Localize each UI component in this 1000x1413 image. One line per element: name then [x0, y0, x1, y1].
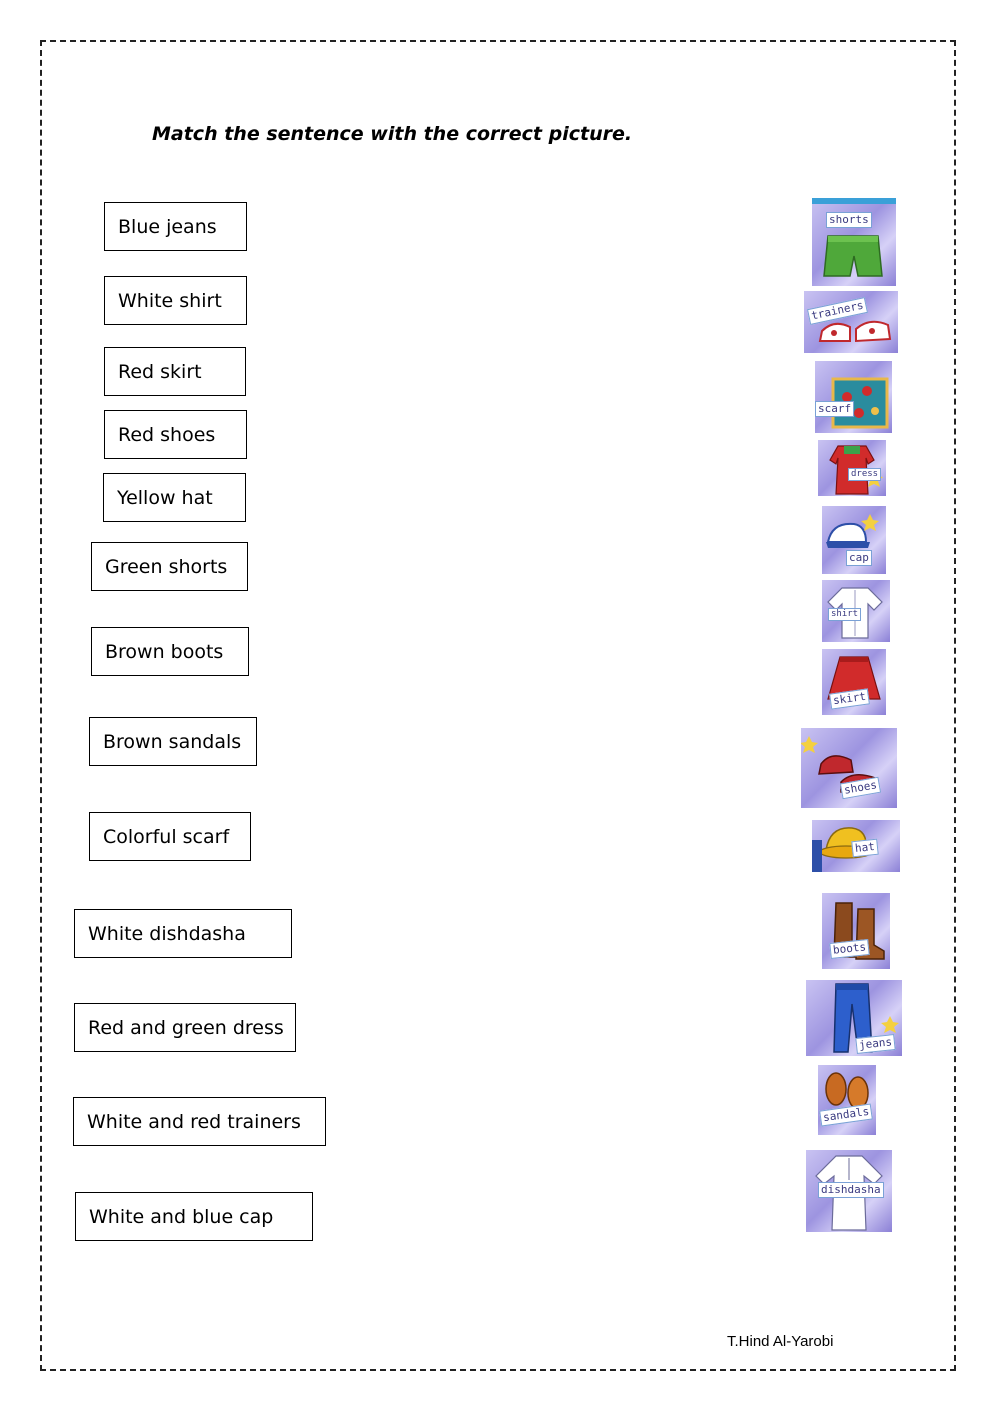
sentence-box-brown-boots[interactable]	[91, 627, 249, 676]
sentence-box-white-and-blue-cap[interactable]	[75, 1192, 313, 1241]
picture-label: shoes	[840, 777, 881, 800]
instruction-text: Match the sentence with the correct picture.	[152, 123, 633, 145]
picture-label: shirt	[828, 608, 861, 621]
picture-hat[interactable]	[812, 820, 900, 872]
sentence-box-red-shoes[interactable]	[104, 410, 247, 459]
picture-label: skirt	[829, 688, 870, 709]
picture-skirt[interactable]	[822, 649, 886, 715]
sentence-text: Brown sandals	[103, 730, 242, 753]
sentence-text: White and red trainers	[87, 1110, 301, 1133]
sentence-text: Colorful scarf	[103, 825, 230, 848]
picture-label: sandals	[819, 1103, 873, 1126]
picture-dress[interactable]	[818, 440, 886, 496]
sentence-box-colorful-scarf[interactable]	[89, 812, 251, 861]
picture-label: scarf	[815, 401, 854, 417]
sentence-box-brown-sandals[interactable]	[89, 717, 257, 766]
picture-label: hat	[851, 839, 878, 858]
picture-trainers[interactable]	[804, 291, 898, 353]
picture-label: dishdasha	[818, 1182, 884, 1198]
sentence-box-red-and-green-dress[interactable]	[74, 1003, 296, 1052]
sentence-text: Red and green dress	[88, 1016, 284, 1039]
sentence-text: Yellow hat	[117, 486, 213, 509]
sentence-box-red-skirt[interactable]	[104, 347, 246, 396]
sentence-text: White dishdasha	[88, 922, 246, 945]
sentence-text: Blue jeans	[118, 215, 217, 238]
sentence-text: Red shoes	[118, 423, 216, 446]
sentence-text: Green shorts	[105, 555, 228, 578]
sentence-box-blue-jeans[interactable]	[104, 202, 247, 251]
picture-label: jeans	[855, 1034, 896, 1054]
sentence-text: Red skirt	[118, 360, 202, 383]
author-credit: T.Hind Al-Yarobi	[727, 1333, 834, 1350]
sentence-box-yellow-hat[interactable]	[103, 473, 246, 522]
sentence-box-green-shorts[interactable]	[91, 542, 248, 591]
sentence-text: White shirt	[118, 289, 222, 312]
picture-label: cap	[846, 550, 872, 566]
picture-cap[interactable]	[822, 506, 886, 574]
picture-label: trainers	[807, 297, 868, 325]
picture-dishdasha[interactable]	[806, 1150, 892, 1232]
sentence-box-white-dishdasha[interactable]	[74, 909, 292, 958]
picture-label: dress	[848, 468, 881, 481]
picture-jeans[interactable]	[806, 980, 902, 1056]
picture-boots[interactable]	[822, 893, 890, 969]
picture-shoes[interactable]	[801, 728, 897, 808]
picture-sandals[interactable]	[818, 1065, 876, 1135]
picture-shirt[interactable]	[822, 580, 890, 642]
picture-label: shorts	[826, 212, 872, 228]
picture-shorts[interactable]	[812, 198, 896, 286]
picture-scarf[interactable]	[815, 361, 892, 433]
sentence-box-white-shirt[interactable]	[104, 276, 247, 325]
sentence-box-white-and-red-trainers[interactable]	[73, 1097, 326, 1146]
sentence-text: Brown boots	[105, 640, 224, 663]
scarf-icon	[815, 361, 892, 433]
picture-label: boots	[829, 939, 870, 959]
sentence-text: White and blue cap	[89, 1205, 274, 1228]
